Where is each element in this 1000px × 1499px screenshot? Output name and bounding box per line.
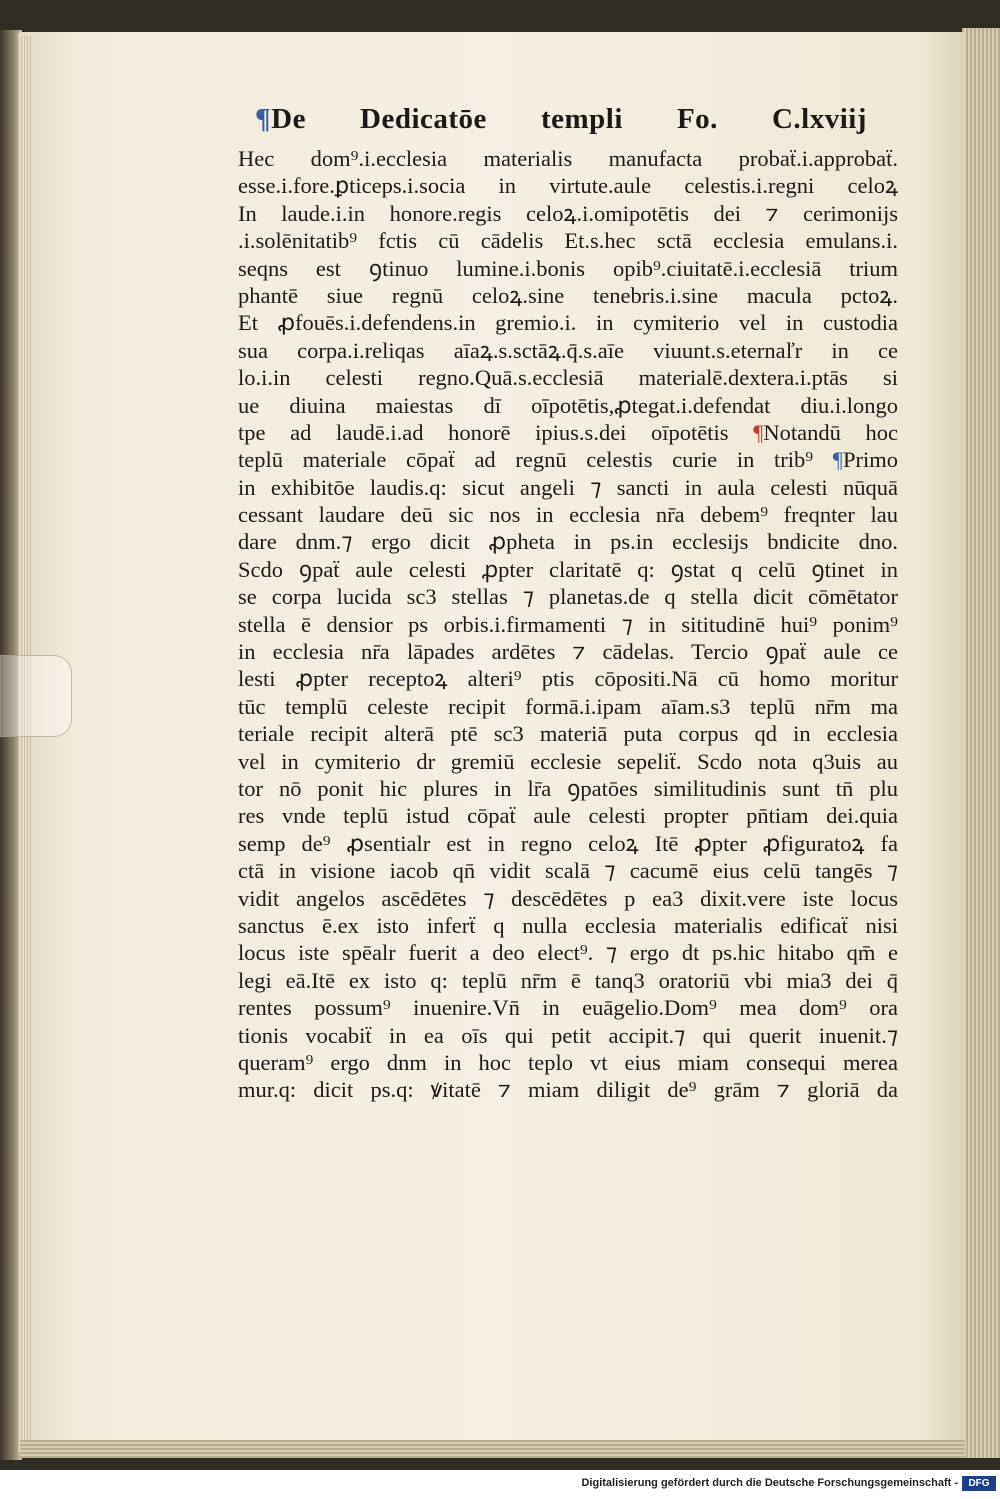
pilcrow-mark: ¶	[832, 447, 843, 473]
text-line: seqns est ꝯtinuo lumine.i.bonis opib⁹.ciuitatē.i.ecclesiā trium	[238, 255, 898, 281]
text-line: locus iste spēalr fuerit a deo elect⁹. ⁊ ergo dt ps.hic hitabo qm̄ e	[238, 940, 898, 966]
text-line: tūc templū celeste recipit formā.i.ipam aīam.s3 teplū nr̄m ma	[238, 693, 898, 719]
text-line: tpe ad laudē.i.ad honorē ipius.s.dei oīpotētis ¶Notandū hoc	[238, 419, 898, 445]
page-edges-bottom	[20, 1440, 965, 1458]
funding-credit: Digitalisierung gefördert durch die Deutsche Forschungsgemeinschaft -	[581, 1477, 958, 1489]
text-line: .i.solēnitatib⁹ fctis cū cādelis Et.s.hec sctā ecclesia emulans.i.	[238, 228, 898, 254]
text-line: In laude.i.in honore.regis celoꝝ.i.omipotētis dei ⁊ cerimonijs	[238, 200, 898, 226]
page-clip	[0, 655, 72, 737]
header-word: Dedicatōe	[360, 103, 487, 135]
text-line: mur.q: dicit ps.q: ꝟitatē ⁊ miam diligit de⁹ grām ⁊ gloriā da	[238, 1077, 898, 1103]
pilcrow-mark: ¶	[753, 419, 764, 445]
running-header	[255, 103, 867, 139]
header-word: De	[271, 103, 306, 135]
text-line: queram⁹ ergo dnm in hoc teplo vt eius miam consequi merea	[238, 1049, 898, 1075]
text-line: rentes possum⁹ inuenire.Vn̄ in euāgelio.Dom⁹ mea dom⁹ ora	[238, 995, 898, 1021]
pilcrow-mark: ¶	[255, 103, 272, 135]
text-line: teplū materiale cōpaẗ ad regnū celestis curie in trib⁹ ¶Primo	[238, 447, 898, 473]
text-line: Et ꝓfouēs.i.defendens.in gremio.i. in cymiterio vel in custodia	[238, 310, 898, 336]
page-edges-right	[962, 28, 1000, 1458]
header-word: templi	[540, 103, 623, 135]
text-line: ue diuina maiestas dī oīpotētis,ꝓtegat.i.defendat diu.i.longo	[238, 392, 898, 418]
text-line: in exhibitōe laudis.q: sicut angeli ⁊ sancti in aula celesti nūquā	[238, 474, 898, 500]
text-line: vidit angelos ascēdētes ⁊ descēdētes p ea3 dixit.vere iste locus	[238, 885, 898, 911]
text-line: se corpa lucida sc3 stellas ⁊ planetas.de q stella dicit cōmētator	[238, 584, 898, 610]
text-line: semp de⁹ ꝓsentialr est in regno celoꝝ Itē ꝓpter ꝓfiguratoꝝ fa	[238, 830, 898, 856]
text-line: dare dnm.⁊ ergo dicit ꝓpheta in ps.in ecclesijs bndicite dno.	[238, 529, 898, 555]
footer-bar	[0, 1470, 1000, 1499]
text-line: lo.i.in celesti regno.Quā.s.ecclesiā materialē.dextera.i.ptās si	[238, 365, 898, 391]
dfg-logo: DFG	[962, 1476, 996, 1491]
text-line: vel in cymiterio dr gremiū ecclesie sepeliẗ. Scdo nota q3uis au	[238, 748, 898, 774]
text-line: teriale recipit alterā ptē sc3 materiā puta corpus qd in ecclesia	[238, 721, 898, 747]
text-line: tor nō ponit hic plures in lr̄a ꝯpatōes similitudinis sunt tn̄ plu	[238, 775, 898, 801]
page-edges-left	[18, 36, 32, 1451]
text-line: Hec dom⁹.i.ecclesia materialis manufacta probaẗ.i.approbaẗ.	[238, 146, 898, 171]
header-title-start	[255, 103, 306, 136]
text-line: res vnde teplū istud cōpaẗ aule celesti propter pn̄tiam dei.quia	[238, 803, 898, 829]
text-line: tionis vocabiẗ in ea oīs qui petit accipit.⁊ qui querit inuenit.⁊	[238, 1022, 898, 1048]
folio-label: Fo.	[676, 103, 718, 135]
text-line: cessant laudare deū sic nos in ecclesia nr̄a debem⁹ freqnter lau	[238, 502, 898, 528]
body-text	[238, 145, 898, 1104]
text-line: sanctus ē.ex isto inferẗ q nulla ecclesia materialis edificaẗ nisi	[238, 912, 898, 938]
text-line: lesti ꝓpter receptoꝝ alteri⁹ ptis cōpositi.Nā cū homo moritur	[238, 666, 898, 692]
text-line: phantē siue regnū celoꝝ.sine tenebris.i.sine macula pctoꝝ.	[238, 282, 898, 308]
folio-number: C.lxviij	[771, 103, 867, 135]
text-line: in ecclesia nr̄a lāpades ardētes ⁊ cādelas. Tercio ꝯpaẗ aule ce	[238, 639, 898, 665]
text-line: stella ē densior ps orbis.i.firmamenti ⁊ in sititudinē hui⁹ ponim⁹	[238, 611, 898, 637]
text-line: legi eā.Itē ex isto q: teplū nr̄m ē tanq3 oratoriū vbi mia3 dei q̄	[238, 967, 898, 993]
text-line: Scdo ꝯpaẗ aule celesti ꝓpter claritatē q: ꝯstat q celū ꝯtinet in	[238, 556, 898, 582]
text-line: esse.i.fore.ꝑticeps.i.socia in virtute.aule celestis.i.regni celoꝝ	[238, 173, 898, 199]
text-line: sua corpa.i.reliqas aīaꝝ.s.sctāꝝ.q̄.s.aīe viuunt.s.eternaľr in ce	[238, 337, 898, 363]
text-line: ctā in visione iacob qn̄ vidit scalā ⁊ cacumē eius celū tangēs ⁊	[238, 858, 898, 884]
